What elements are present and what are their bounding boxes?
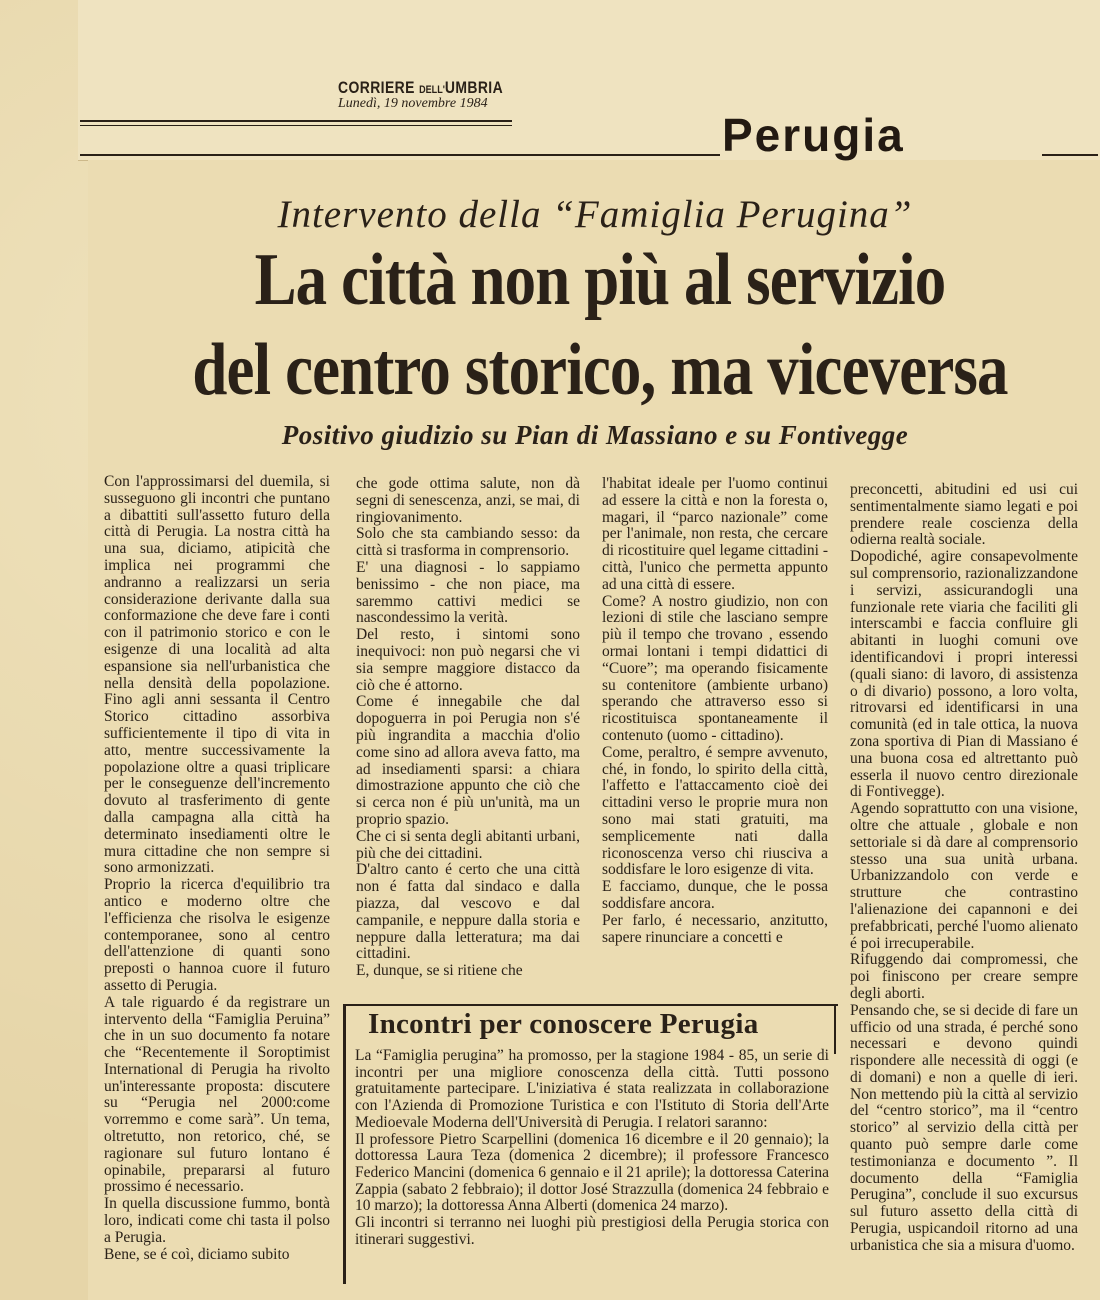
article-column-3	[602, 476, 828, 946]
col2-paragraph: Che ci si senta degli abitanti urbani, più che dei cittadini.	[356, 827, 580, 862]
masthead	[338, 78, 518, 112]
col1-paragraph: Con l'approssimarsi del duemila, si susseguono gli incontri che puntano a dibattiti sull'assetto futuro della città di Perugia. La nostra città ha una sua, diciamo, atipicità che implica nei programmi che andranno a realizzarsi un seria considerazione derivante dalla sua conformazione che deve fare i conti con il patrimonio storico e con le esigenze di una località ad alta espansione sia nell'urbanistica che nella densità della popolazione. Fino agli anni sessanta il Centro Storico cittadino assorbiva sufficientemente il tipo di vita in atto, mentre successivamente la popolazione oltre a quasi triplicare per le conseguenze dell'incremento dovuto al trasferimento di gente dalla campagna alla città ha determinato insediamenti oltre le mura cittadine che non sempre si sono armonizzati.	[104, 473, 330, 877]
article-column-1	[104, 474, 330, 1263]
box-body	[355, 1048, 829, 1248]
newspaper-name-end: UMBRIA	[444, 78, 504, 97]
col4-paragraph: Dopodiché, agire consapevolmente sul comprensorio, razionalizzandone i servizi, assicurandogli una funzionale rete viaria che faciliti gli interscambi e faccia confluire gli abitanti in luoghi comuni ove identificandovi i propri interessi (quali siano: di lavoro, di assistenza o di divario) possono, a loro volta, ritrovarsi ed identificarsi in una comunità (ed in tale ottica, la nuova zona sportiva di Pian di Massiano é una buona cosa ed altrettanto può esserla il nuovo centro direzionale di Fontivegge).	[850, 548, 1078, 801]
col4-paragraph: Agendo soprattutto con una visione, oltre che attuale , globale e non settoriale si dà dare al comprensorio stesso una sua unità urbana. Urbanizzandolo con verde e strutture che contrastino l'alienazione dei capannoni e dei prefabbricati, perché l'uomo alienato é poi irrecuperabile.	[850, 800, 1078, 952]
publication-date: Lunedì, 19 novembre 1984	[338, 96, 488, 111]
col2-paragraph: Del resto, i sintomi sono inequivoci: non può negarsi che vi sia sempre maggiore distacco da ciò che é attorno.	[356, 626, 580, 694]
box-border-top	[343, 1004, 838, 1006]
section-rule-left	[80, 154, 720, 156]
col2-paragraph: Come é innegabile che dal dopoguerra in poi Perugia non s'é più ingrandita a macchia d'olio come sino ad allora aveva fatto, ma ad insediamenti sparsi: a chiara dimostrazione appunto che ciò che si cerca non é più un'unità, ma un proprio spazio.	[356, 693, 580, 828]
col1-paragraph: In quella discussione fummo, bontà loro, indicati come chi tasta il polso a Perugia.	[104, 1195, 330, 1246]
col4-paragraph: Rifuggendo dai compromessi, che poi finiscono per creare sempre degli aborti.	[850, 951, 1078, 1002]
col2-paragraph: E' una diagnosi - lo sappiamo benissimo - che non piace, ma saremmo cattivi medici se nascondessimo la verità.	[356, 558, 580, 627]
col3-paragraph: E facciamo, dunque, che le possa soddisfare ancora.	[602, 878, 828, 912]
masthead-strip	[78, 0, 1100, 161]
col2-paragraph: Solo che sta cambiando sesso: da città si trasforma in comprensorio.	[356, 525, 580, 560]
col3-paragraph: Come? A nostro giudizio, non con lezioni di stile che lasciano sempre più il tempo che trovano , essendo ormai lontani i tempi didattici di “Cuore”; ma operando fisicamente su contenitore (ambiente urbano) sperando che attraverso esso si ricostituisca spontaneamente il contenuto (uomo - cittadino).	[602, 592, 828, 744]
masthead-rule-top	[80, 120, 512, 122]
article-kicker: Intervento della “Famiglia Perugina”	[277, 193, 913, 236]
box-border-right	[834, 1004, 836, 1054]
headline-line-2: del centro storico, ma viceversa	[192, 329, 1008, 411]
section-rule-right	[1042, 154, 1098, 156]
box-paragraph: Il professore Pietro Scarpellini (domenica 16 dicembre e il 20 gennaio); la dottoressa Laura Teza (domenica 2 dicembre); il professore Francesco Federico Mancini (domenica 6 gennaio e il 21 aprile); la dottoressa Caterina Zappia (sabato 2 febbraio); il dottor José Strazzulla (domenica 24 febbraio e 10 marzo); la dottoressa Anna Alberti (domenica 24 marzo).	[355, 1130, 829, 1215]
box-border-left	[343, 1004, 346, 1284]
newspaper-name-main: CORRIERE	[338, 78, 420, 97]
col3-paragraph: l'habitat ideale per l'uomo continui ad essere la città e non la foresta o, magari, il “parco nazionale” come per l'animale, non resta, che cercare di ricostituire quel legame cittadini - città, l'unico che permetta appunto ad una città di essere.	[602, 475, 828, 593]
box-paragraph: Gli incontri si terranno nei luoghi più prestigiosi della Perugia storica con itinerari suggestivi.	[355, 1214, 829, 1248]
section-title: Perugia	[722, 109, 905, 161]
headline-line-1: La città non più al servizio	[254, 239, 946, 321]
col3-paragraph: Per farlo, é necessario, anzitutto, sapere rinunciare a concetti e	[602, 911, 828, 946]
masthead-rule-mid	[80, 125, 512, 126]
col4-paragraph: preconcetti, abitudini ed usi cui sentimentalmente siamo legati e poi prendere reale coscienza della odierna realtà sociale.	[850, 481, 1078, 549]
col2-paragraph: E, dunque, se si ritiene che	[356, 962, 523, 980]
col1-paragraph: Proprio la ricerca d'equilibrio tra antico e moderno oltre che l'efficienza che risolva le esigenze contemporanee, sono al centro dell'attenzione di quanti sono preposti o hannoa cuore il futuro assetto di Perugia.	[104, 876, 330, 994]
col1-paragraph: A tale riguardo é da registrare un intervento della “Famiglia Peruina” che in un suo documento fa notare che “Recentemente il Soroptimist International di Perugia ha rivolto un'interessante proposta: discutere su “Perugia nel 2000:come vorremmo e come sarà”. Un tema, oltretutto, non retorico, ché, se ragionare sul futuro lontano é opinabile, prepararsi al futuro prossimo é necessario.	[104, 993, 330, 1196]
col1-paragraph: Bene, se é coì, diciamo subito	[104, 1245, 290, 1263]
col2-paragraph: D'altro canto é certo che una città non é fatta dal sindaco e dalla piazza, dal vescovo e dal campanile, e neppure dalla storia e neppure dalla letteratura; ma dai cittadini.	[356, 861, 580, 963]
col2-paragraph: che gode ottima salute, non dà segni di senescenza, anzi, se mai, di ringiovanimento.	[356, 475, 580, 526]
article-column-4	[850, 482, 1078, 1255]
box-title: Incontri per conoscere Perugia	[368, 1008, 759, 1040]
box-paragraph: La “Famiglia perugina” ha promosso, per la stagione 1984 - 85, un serie di incontri per una migliore conoscenza della città. Tutti possono gratuitamente partecipare. L'iniziativa é stata realizzata in collaborazione con l'Azienda di Promozione Turistica e con l'Istituto di Storia dell'Arte Medioevale Moderna dell'Università di Perugia. I relatori saranno:	[355, 1047, 829, 1131]
newspaper-name	[338, 78, 504, 98]
col4-paragraph: Pensando che, se si decide di fare un ufficio od una strada, é perché sono necessari e devono quindi rispondere alle necessità di oggi (e di domani) e non a quelle di ieri. Non mettendo più la città al servizio del “centro storico”, ma il “centro storico” al servizio della città per quanto può sempre darle come testimonianza e documento ”. Il documento della “Famiglia Perugina”, conclude il suo excursus sul futuro assetto della città di Perugia, uspicandoil ritorno ad una urbanistica che sia a misura d'uomo.	[850, 1001, 1078, 1254]
article-deck: Positivo giudizio su Pian di Massiano e su Fontivegge	[281, 420, 909, 450]
newspaper-name-dell: DELL'	[419, 84, 445, 96]
col3-paragraph: Come, peraltro, é sempre avvenuto, ché, in fondo, lo spirito della città, l'affetto e l'attaccamento cioè dei cittadini verso le proprie mura non sono mai stati gratuiti, ma semplicemente nati dalla riconoscenza verso chi riusciva a soddisfare le loro esigenze di vita.	[602, 743, 828, 879]
article-column-2	[356, 476, 580, 980]
